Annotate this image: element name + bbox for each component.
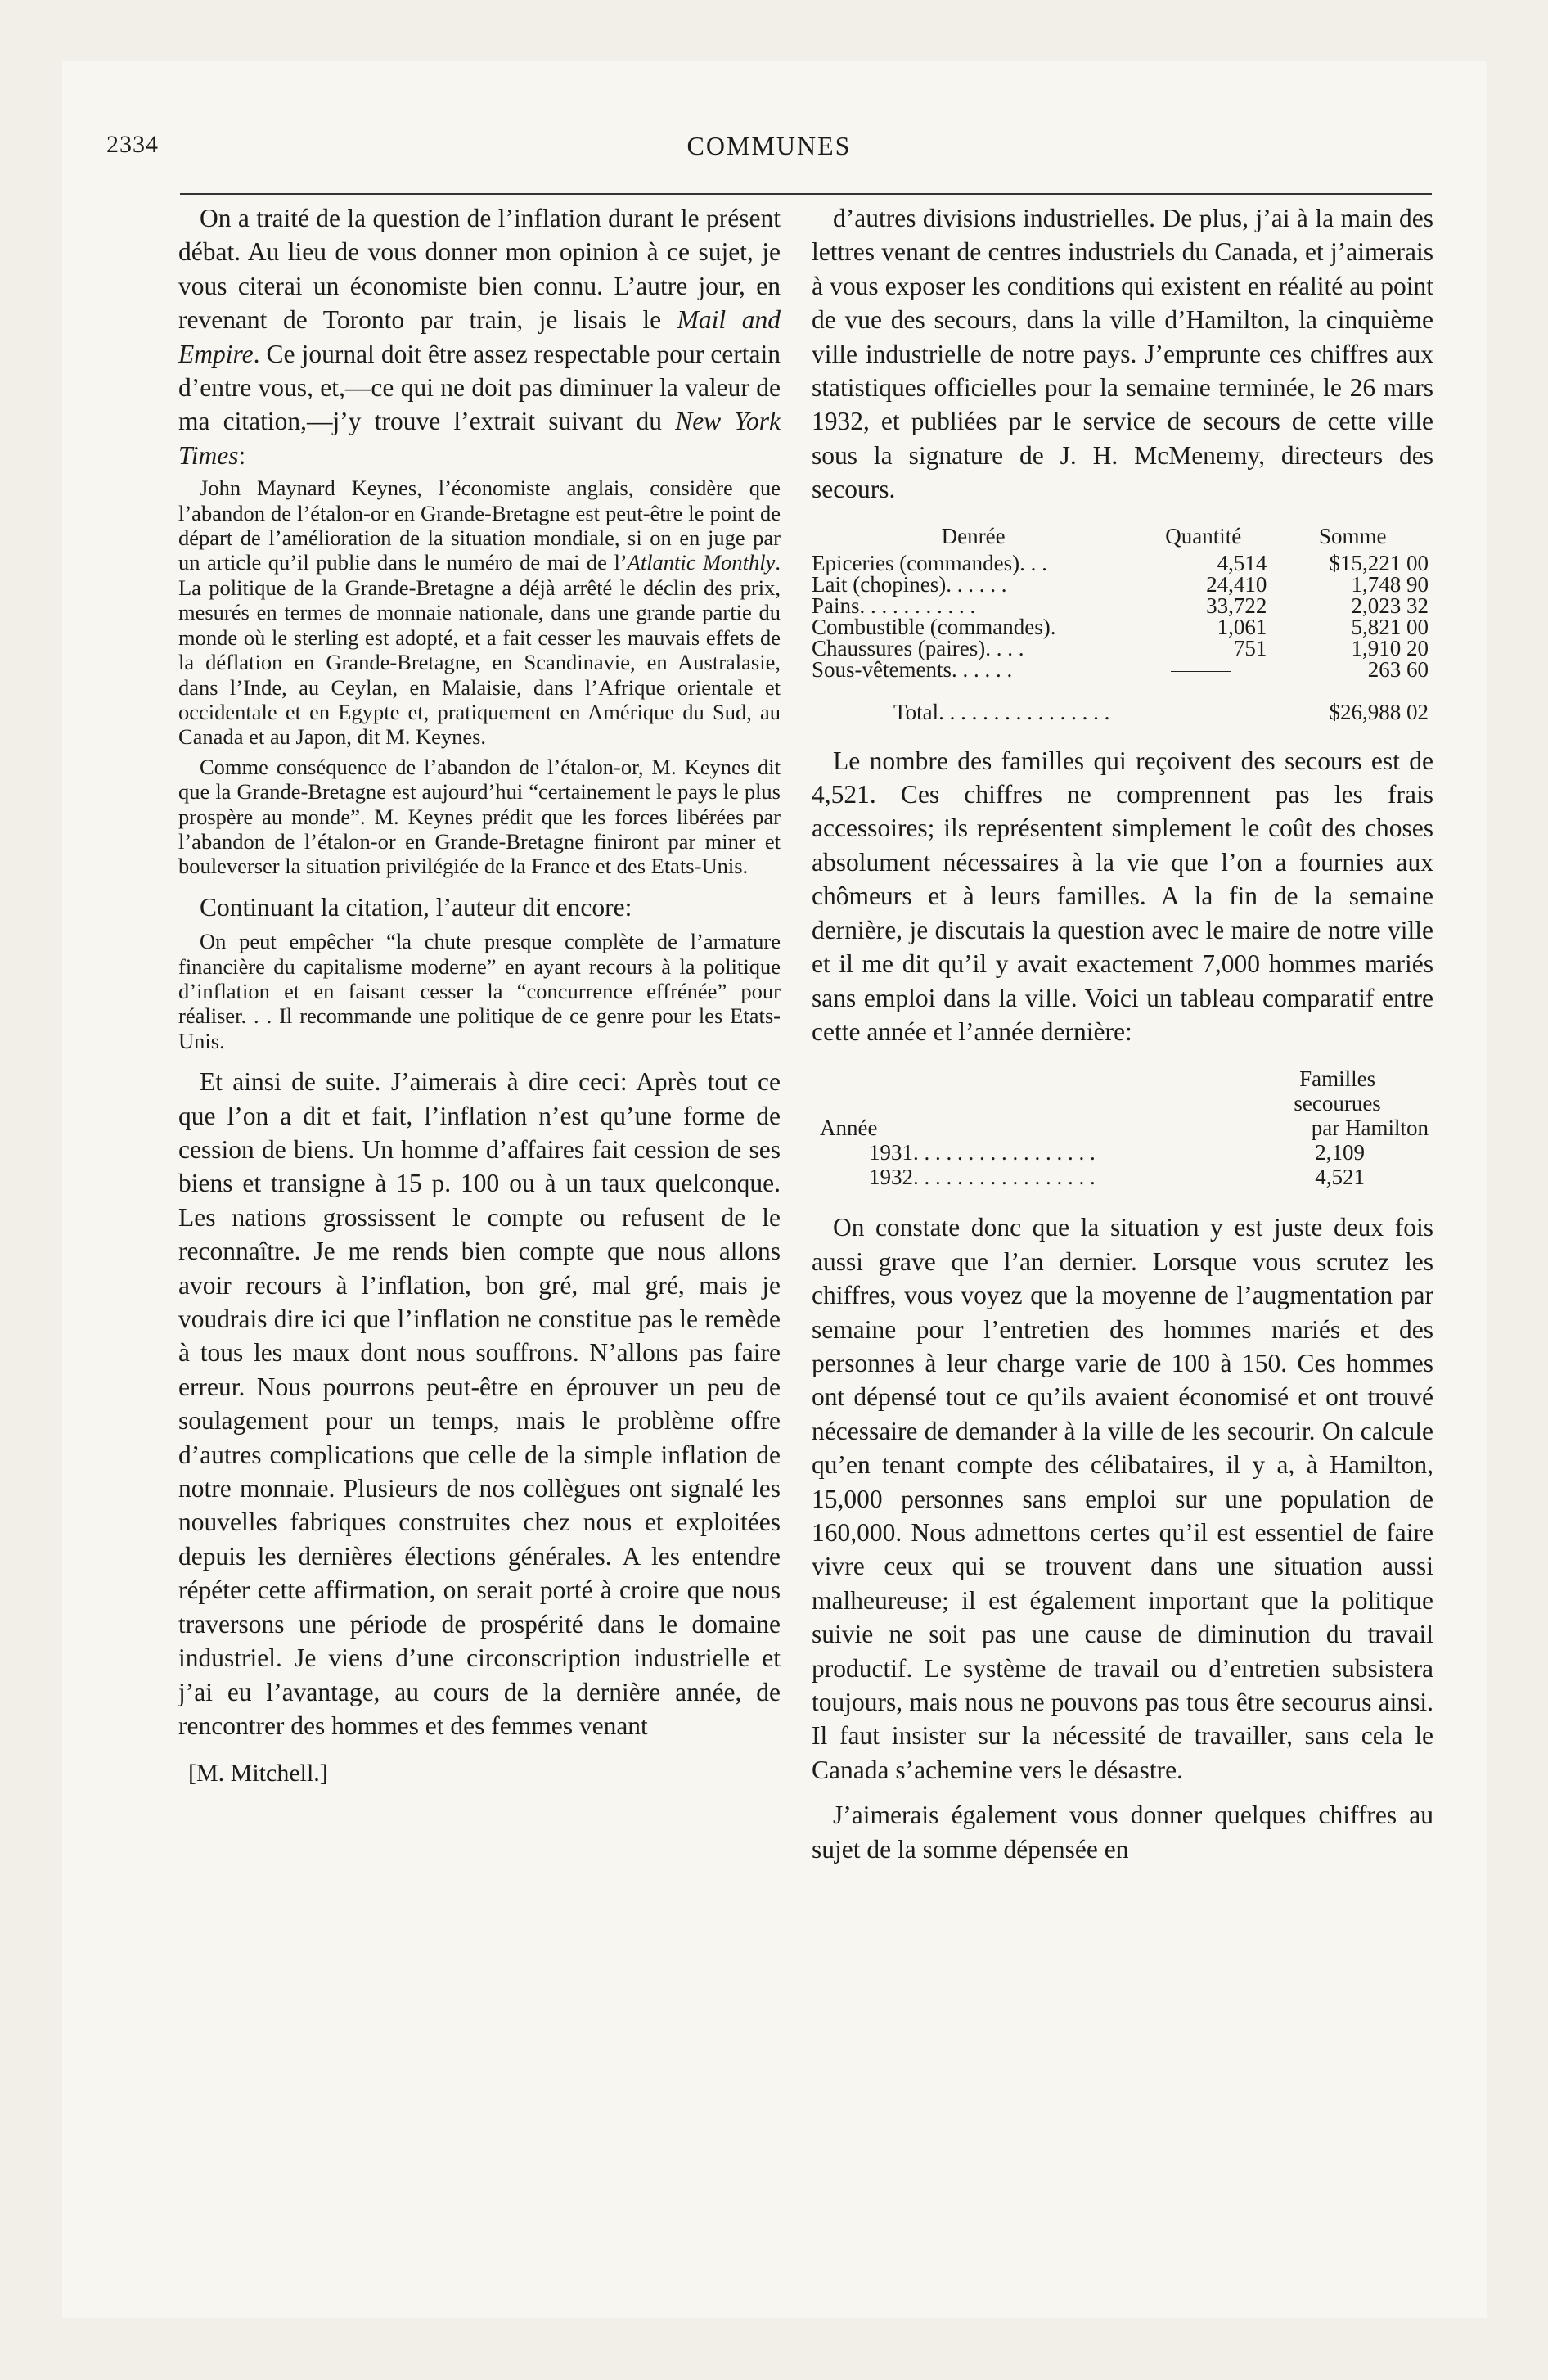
table-row: Lait (chopines). . . . . . 24,410 1,748 90	[812, 571, 1429, 597]
table-total-row: Total. . . . . . . . . . . . . . . . $26,988 02	[893, 699, 1429, 724]
right-column	[812, 201, 1433, 1866]
empty-dash	[1171, 671, 1231, 672]
right-paragraph-2: Le nombre des familles qui reçoivent des secours est de 4,521. Ces chiffres ne comprennent pas les frais accessoires; ils représentent simplement le coût des choses absolument nécessaires à la vie que l’on a fournies aux chômeurs et à leurs familles. A la fin de la semaine dernière, je discutais la question avec le maire de notre ville et il me dit qu’il y avait exactement 7,000 hommes mariés sans emploi dans la ville. Voici un tableau comparatif entre cette année et l’année dernière:	[812, 746, 1433, 1046]
table-row: 1931. . . . . . . . . . . . . . . . . 2,109	[869, 1140, 1365, 1165]
magazine-title: Atlantic Monthly	[627, 550, 776, 575]
newspaper-title: Mail and Empire	[178, 305, 781, 368]
speaker-attribution: [M. Mitchell.]	[188, 1760, 328, 1787]
table-header-year: Année	[820, 1116, 878, 1141]
families-table	[812, 1066, 1433, 1189]
right-paragraph-1: d’autres divisions industrielles. De plus, j’ai à la main des lettres venant de centres industriels du Canada, et j’aimerais à vous exposer les conditions qui existent en réalité au point de vue des secours, dans la ville d’Hamilton, la cinquième ville industrielle de notre pays. J’emprunte ces chiffres aux statistiques officielles pour la semaine terminée, le 26 mars 1932, et publiées par le service de secours de cette ville sous la signature de J. H. McMenemy, directeurs des secours.	[812, 204, 1433, 504]
table-header-families: Familles secourues par Hamilton	[1294, 1066, 1429, 1141]
left-paragraph-2: Continuant la citation, l’auteur dit encore:	[200, 892, 632, 922]
left-paragraph-3: Et ainsi de suite. J’aimerais à dire ceci: Après tout ce que l’on a dit et fait, l’inflation n’est qu’une forme de cession de biens. Un homme d’affaires fait cession de ses biens et transigne à 15 p. 100 ou à un taux quelconque. Les nations grossissent le compte ou refusent de le reconnaître. Je me rends bien compte que nous allons avoir recours à l’inflation, bon gré, mal gré, mais je voudrais dire ici que l’inflation ne constitue pas le remède à tous les maux dont nous souffrons. N’allons pas faire erreur. Nous pourrons peut-être en éprouver un peu de soulagement pour un temps, mais le problème offre d’autres complications que celle de la simple inflation de notre monnaie. Plusieurs de nos collègues ont signalé les nouvelles fabriques construites chez nous et exploitées depuis les dernières élections générales. A les entendre répéter cette affirmation, on serait porté à croire que nous traversons une période de prospérité dans le domaine industriel. Je viens d’une circonscription industrielle et j’ai eu l’avantage, au cours de la dernière année, de rencontrer des hommes et des femmes venant	[178, 1067, 781, 1740]
table-header-sum: Somme	[1318, 523, 1387, 548]
table-row: Sous-vêtements. . . . . . 263 60	[812, 656, 1429, 682]
quote-keynes-1: John Maynard Keynes, l’économiste anglais, considère que l’abandon de l’étalon-or en Grande-Bretagne est peut-être le point de départ de l’amélioration de la situation mondiale, si on en juge par un article qu’il publie dans le numéro de mai de l’Atlantic Monthly. La politique de la Grande-Bretagne a déjà arrêté le déclin des prix, mesurés en termes de monnaie nationale, dans une grande partie du monde où le sterling est adopté, et a fait cesser les mauvais effets de la déflation en Grande-Bretagne, en Scandinavie, en Australasie, dans l’Inde, au Ceylan, en Malaisie, dans l’Afrique orientale et occidentale et en Egypte et, pratiquement en Amérique du Sud, au Canada et au Japon, dit M. Keynes.	[178, 476, 781, 750]
left-column	[178, 201, 781, 1790]
table-row: Pains. . . . . . . . . . . 33,722 2,023 32	[812, 593, 1429, 618]
right-paragraph-3: On constate donc que la situation y est juste deux fois aussi grave que l’an dernier. Lorsque vous scrutez les chiffres, vous voyez que la moyenne de l’augmentation par semaine pour l’entretien des hommes mariés et des personnes à leur charge varie de 100 à 150. Ces hommes ont dépensé tout ce qu’ils avaient économisé et ont trouvé nécessaire de demander à la ville de les secourir. On calcule qu’en tenant compte des célibataires, il y a, à Hamilton, 15,000 personnes sans emploi sur une population de 160,000. Nous admettons certes qu’il est essentiel de faire vivre ceux qui se trouvent dans une situation aussi malheureuse; il est également important que la politique suivie ne soit pas une cause de diminution du travail productif. Le système de travail ou d’entretien subsistera toujours, mais nous ne pouvons pas tous être secourus ainsi. Il faut insister sur la nécessité de travailler, sans cela le Canada s’achemine vers le désastre.	[812, 1213, 1433, 1784]
page-number: 2334	[106, 131, 159, 158]
quote-keynes-3: On peut empêcher “la chute presque complète de l’armature financière du capitalisme moderne” en ayant recours à la politique d’inflation et en faisant cesser la “concurrence effrénée” pour réaliser. . . Il recommande une politique de ce genre pour les Etats-Unis.	[178, 929, 781, 1053]
running-head: COMMUNES	[686, 131, 852, 160]
table-row: Epiceries (commandes). . . 4,514 $15,221 00	[812, 550, 1429, 575]
relief-table	[812, 523, 1433, 723]
newspaper-title: New York Times	[178, 407, 781, 470]
page-header	[106, 131, 1432, 172]
table-header-quantity: Quantité	[1165, 523, 1242, 548]
table-row: Combustible (commandes). 1,061 5,821 00	[812, 614, 1429, 639]
left-paragraph-1: On a traité de la question de l’inflation durant le présent débat. Au lieu de vous donner mon opinion à ce sujet, je vous citerai un économiste bien connu. L’autre jour, en revenant de Toronto par train, je lisais le Mail and Empire. Ce journal doit être assez respectable pour certain d’entre vous, et,—ce qui ne doit pas diminuer la valeur de ma citation,—j’y trouve l’extrait suivant du New York Times:	[178, 204, 781, 470]
table-header-item: Denrée	[941, 523, 1006, 548]
header-rule	[180, 193, 1432, 195]
quote-keynes-2: Comme conséquence de l’abandon de l’étalon-or, M. Keynes dit que la Grande-Bretagne est aujourd’hui “certainement le pays le plus prospère au monde”. M. Keynes prédit que les forces libérées par l’abandon de l’étalon-or en Grande-Bretagne finiront par miner et bouleverser la situation privilégiée de la France et des Etats-Unis.	[178, 754, 781, 879]
right-paragraph-4: J’aimerais également vous donner quelques chiffres au sujet de la somme dépensée en	[812, 1801, 1433, 1864]
table-row: 1932. . . . . . . . . . . . . . . . . 4,521	[869, 1165, 1365, 1190]
table-row: Chaussures (paires). . . . 751 1,910 20	[812, 635, 1429, 660]
